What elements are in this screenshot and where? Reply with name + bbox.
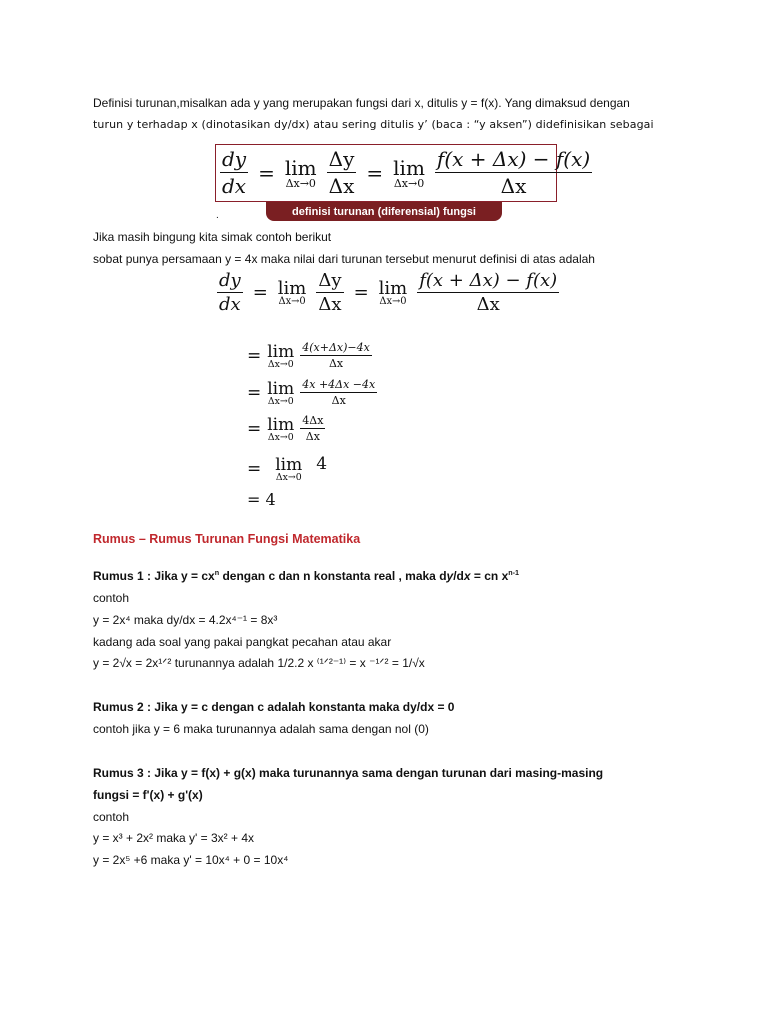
example-intro-2: sobat punya persamaan y = 4x maka nilai dari turunan tersebut menurut definisi di atas adalah [93, 252, 595, 266]
rumus-3-title-line-2: fungsi = f'(x) + g'(x) [93, 788, 203, 802]
stray-dot: . [216, 210, 219, 221]
rumus-2-title: Rumus 2 : Jika y = c dengan c adalah konstanta maka dy/dx = 0 [93, 700, 455, 714]
rumus-2-example: contoh jika y = 6 maka turunannya adalah sama dengan nol (0) [93, 722, 429, 736]
rumus-1-title: Rumus 1 : Jika $y = cx^n$ dengan c dan n konstanta real , maka dy/dx = cn $x^{n-1}$ [93, 568, 520, 583]
step-4: = lim Δx→0 4 [247, 454, 328, 483]
step-3: = lim Δx→0 $\frac{4\Delta x}{\Delta x}$ [247, 414, 324, 443]
definition-caption: definisi turunan (diferensial) fungsi [266, 202, 502, 221]
dy-dx-fraction: $\frac{dy}{dx}$ [222, 147, 247, 198]
rumus-3-contoh: contoh [93, 810, 130, 824]
rumus-1-example-intro: kadang ada soal yang pakai pangkat pecahan atau akar [93, 635, 392, 649]
step-1: = lim Δx→0 $\frac{4(x+\Delta x)-4x}{\Delta x}$ [247, 341, 370, 370]
definition-formula: $\frac{dy}{dx}$ = lim Δx→0 $\frac{\Delta y}{\Delta x}$ = lim Δx→0 $\frac{f(x + \Delta x) - f(x)}{\Delta x}$ [222, 147, 591, 198]
rumus-3-example-2: y = 2x⁵ +6 maka y' = 10x⁴ + 0 = 10x⁴ [93, 853, 289, 867]
rumus-3-example-1: y = x³ + 2x² maka y' = 3x² + 4x [93, 831, 255, 845]
example-formula: $\frac{dy}{dx}$ = lim Δx→0 $\frac{\Delta y}{\Delta x}$ = lim Δx→0 $\frac{f(x + \Delta x) - f(x)}{\Delta x}$ [219, 270, 558, 315]
rumus-1-contoh: contoh [93, 591, 130, 605]
difference-quotient: $\frac{f(x + \Delta x) - f(x)}{\Delta x}$ [436, 147, 591, 198]
intro-line-2: turun y terhadap x (dinotasikan dy/dx) atau sering ditulis y’ (baca : “y aksen”) didefinisikan sebagai [93, 118, 654, 131]
delta-fraction: $\frac{\Delta y}{\Delta x}$ [328, 147, 355, 198]
section-title: Rumus – Rumus Turunan Fungsi Matematika [93, 532, 361, 546]
limit-2: lim Δx→0 [393, 155, 425, 190]
rumus-1-example-1: y = 2x⁴ maka dy/dx = 4.2x⁴⁻¹ = 8x³ [93, 613, 278, 627]
intro-line-1: Definisi turunan,misalkan ada y yang merupakan fungsi dari x, ditulis y = f(x). Yang dimaksud dengan [93, 96, 630, 110]
rumus-3-title-line-1: Rumus 3 : Jika y = f(x) + g(x) maka turunannya sama dengan turunan dari masing-masing [93, 766, 604, 780]
step-result: = 4 [247, 490, 276, 509]
rumus-1-example-2: y = 2√x = 2x¹ᐟ² turunannya adalah 1/2.2 x ⁽¹ᐟ²⁻¹⁾ = x ⁻¹ᐟ² = 1/√x [93, 656, 425, 670]
example-intro-1: Jika masih bingung kita simak contoh berikut [93, 230, 332, 244]
step-2: = lim Δx→0 $\frac{4x +4\Delta x -4x}{\Delta x}$ [247, 378, 376, 407]
limit-1: lim Δx→0 [284, 155, 317, 190]
